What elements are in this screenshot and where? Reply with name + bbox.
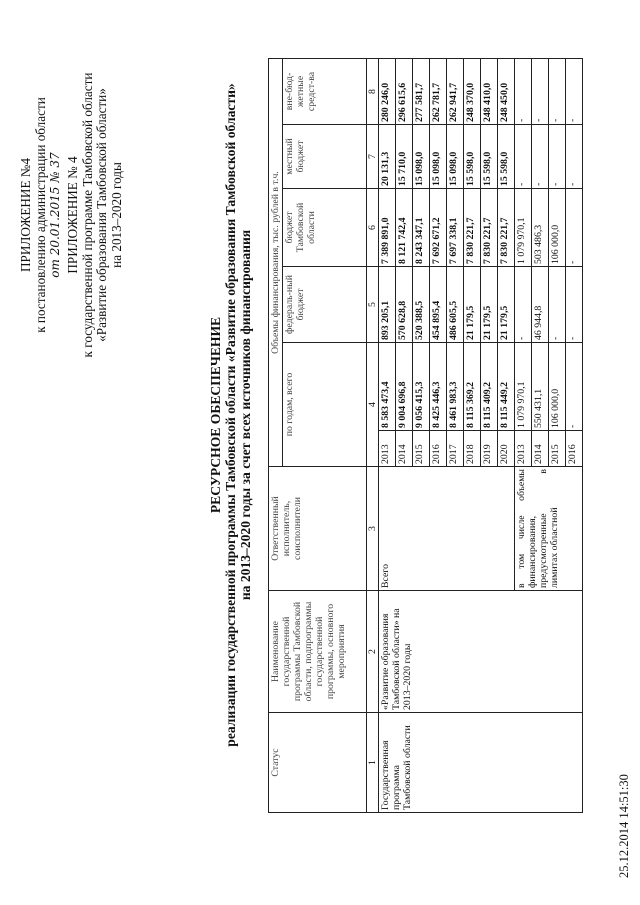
regional-cell: 503 486,3	[532, 189, 549, 267]
executor-total-cell: Всего	[379, 467, 515, 591]
column-number: 3	[367, 467, 379, 591]
year-cell: 2020	[498, 431, 515, 467]
federal-cell: 21 179,5	[498, 267, 515, 343]
appendix2-line: к государственной программе Тамбовской области	[79, 72, 95, 358]
extra-cell: 280 246,0	[379, 59, 396, 125]
column-number: 4	[367, 343, 379, 467]
local-cell: -	[532, 125, 549, 189]
title-line: РЕСУРСНОЕ ОБЕСПЕЧЕНИЕ	[208, 316, 223, 514]
year-cell: 2014	[532, 431, 549, 467]
federal-cell: 454 895,4	[430, 267, 447, 343]
extra-cell: 248 450,0	[498, 59, 515, 125]
header-executor: Ответственный исполнитель, соисполнители	[269, 467, 367, 591]
column-number: 5	[367, 267, 379, 343]
total-cell: -	[566, 343, 583, 431]
extra-cell: 262 941,7	[447, 59, 464, 125]
local-cell: 15 598,0	[464, 125, 481, 189]
table-row	[379, 59, 396, 813]
extra-cell: -	[566, 59, 583, 125]
year-cell: 2019	[481, 431, 498, 467]
header-name: Наименование государственной программы Тамбовской области, подпрограммы государственной программы, основного мероприятия	[269, 591, 367, 713]
title-line: реализации государственной программы Тамбовской области «Развитие образования Тамбовской области»	[223, 83, 238, 747]
extra-cell: 277 581,7	[413, 59, 430, 125]
regional-cell: 7 830 221,7	[464, 189, 481, 267]
header-regional: бюджет Тамбовской области	[283, 189, 367, 267]
total-cell: 8 425 446,3	[430, 343, 447, 431]
appendix2-line: «Развитие образования Тамбовской области»	[94, 88, 110, 342]
appendix2-block	[66, 25, 124, 405]
footer-timestamp: 25.12.2014 14:51:30	[617, 774, 631, 878]
total-cell: 8 583 473,4	[379, 343, 396, 431]
federal-cell: -	[566, 267, 583, 343]
year-cell: 2014	[396, 431, 413, 467]
regional-cell: -	[566, 189, 583, 267]
extra-cell: 296 615,6	[396, 59, 413, 125]
local-cell: 15 098,0	[447, 125, 464, 189]
federal-cell: 21 179,5	[464, 267, 481, 343]
extra-cell: 248 410,0	[481, 59, 498, 125]
header-local: местный бюджет	[283, 125, 367, 189]
local-cell: 15 098,0	[413, 125, 430, 189]
local-cell: 20 131,3	[379, 125, 396, 189]
extra-cell: 262 781,7	[430, 59, 447, 125]
local-cell: -	[566, 125, 583, 189]
federal-cell: 486 605,5	[447, 267, 464, 343]
year-cell: 2013	[379, 431, 396, 467]
column-number: 2	[367, 591, 379, 713]
title-line: на 2013–2020 годы за счет всех источников финансирования	[238, 229, 253, 601]
regional-cell: 7 389 891,0	[379, 189, 396, 267]
extra-cell: -	[532, 59, 549, 125]
regional-cell: 7 830 221,7	[498, 189, 515, 267]
column-number: 7	[367, 125, 379, 189]
total-cell: 8 115 409,2	[481, 343, 498, 431]
extra-cell: -	[549, 59, 566, 125]
handwritten-date-number: от 20.01.2015 № 37	[48, 152, 63, 278]
federal-cell: -	[515, 267, 532, 343]
total-cell: 106 000,0	[549, 343, 566, 431]
extra-cell: 248 370,0	[464, 59, 481, 125]
total-cell: 9 004 696,8	[396, 343, 413, 431]
header-extra: вне-бюд-жетные средст-ва	[283, 59, 367, 125]
year-cell: 2018	[464, 431, 481, 467]
total-cell: 9 056 415,3	[413, 343, 430, 431]
local-cell: 15 598,0	[498, 125, 515, 189]
federal-cell: 46 944,8	[532, 267, 549, 343]
resource-table	[268, 58, 583, 813]
executor-note-cell: в том числе объемы финансирования, предусмотренные в лимитах областной	[515, 467, 583, 591]
appendix-block	[19, 25, 63, 405]
year-cell: 2016	[430, 431, 447, 467]
year-cell: 2015	[549, 431, 566, 467]
local-cell: 15 098,0	[430, 125, 447, 189]
local-cell: -	[549, 125, 566, 189]
federal-cell: -	[549, 267, 566, 343]
appendix-line: к постановлению администрации области	[32, 97, 48, 333]
status-cell: Государственная программа Тамбовской области	[379, 713, 583, 813]
federal-cell: 520 388,5	[413, 267, 430, 343]
regional-cell: 1 079 970,1	[515, 189, 532, 267]
appendix2-title: ПРИЛОЖЕНИЕ № 4	[65, 156, 80, 274]
regional-cell: 7 697 338,1	[447, 189, 464, 267]
year-cell: 2016	[566, 431, 583, 467]
total-cell: 8 461 983,3	[447, 343, 464, 431]
appendix2-line: на 2013–2020 годы	[108, 162, 124, 268]
header-federal: федераль-ный бюджет	[283, 267, 367, 343]
table-body	[379, 59, 583, 813]
header-status: Статус	[269, 713, 367, 813]
total-cell: 8 115 449,2	[498, 343, 515, 431]
total-cell: 1 079 970,1	[515, 343, 532, 431]
regional-cell: 7 692 671,2	[430, 189, 447, 267]
total-cell: 550 431,1	[532, 343, 549, 431]
year-cell: 2017	[447, 431, 464, 467]
regional-cell: 106 000,0	[549, 189, 566, 267]
header-funding: Объемы финансирования, тыс. рублей в т.ч.	[269, 59, 283, 467]
appendix-title: ПРИЛОЖЕНИЕ №4	[18, 158, 33, 272]
document-title	[208, 25, 253, 805]
regional-cell: 7 830 221,7	[481, 189, 498, 267]
federal-cell: 893 205,1	[379, 267, 396, 343]
year-cell: 2013	[515, 431, 532, 467]
local-cell: 15 598,0	[481, 125, 498, 189]
header-by-year: по годам, всего	[283, 343, 367, 467]
regional-cell: 8 121 742,4	[396, 189, 413, 267]
federal-cell: 570 628,8	[396, 267, 413, 343]
column-number: 6	[367, 189, 379, 267]
extra-cell: -	[515, 59, 532, 125]
regional-cell: 8 243 347,1	[413, 189, 430, 267]
column-number: 8	[367, 59, 379, 125]
program-name-cell: «Развитие образования Тамбовской области» на 2013–2020 годы	[379, 591, 583, 713]
column-number: 1	[367, 713, 379, 813]
federal-cell: 21 179,5	[481, 267, 498, 343]
local-cell: -	[515, 125, 532, 189]
local-cell: 15 710,0	[396, 125, 413, 189]
total-cell: 8 115 369,2	[464, 343, 481, 431]
year-cell: 2015	[413, 431, 430, 467]
